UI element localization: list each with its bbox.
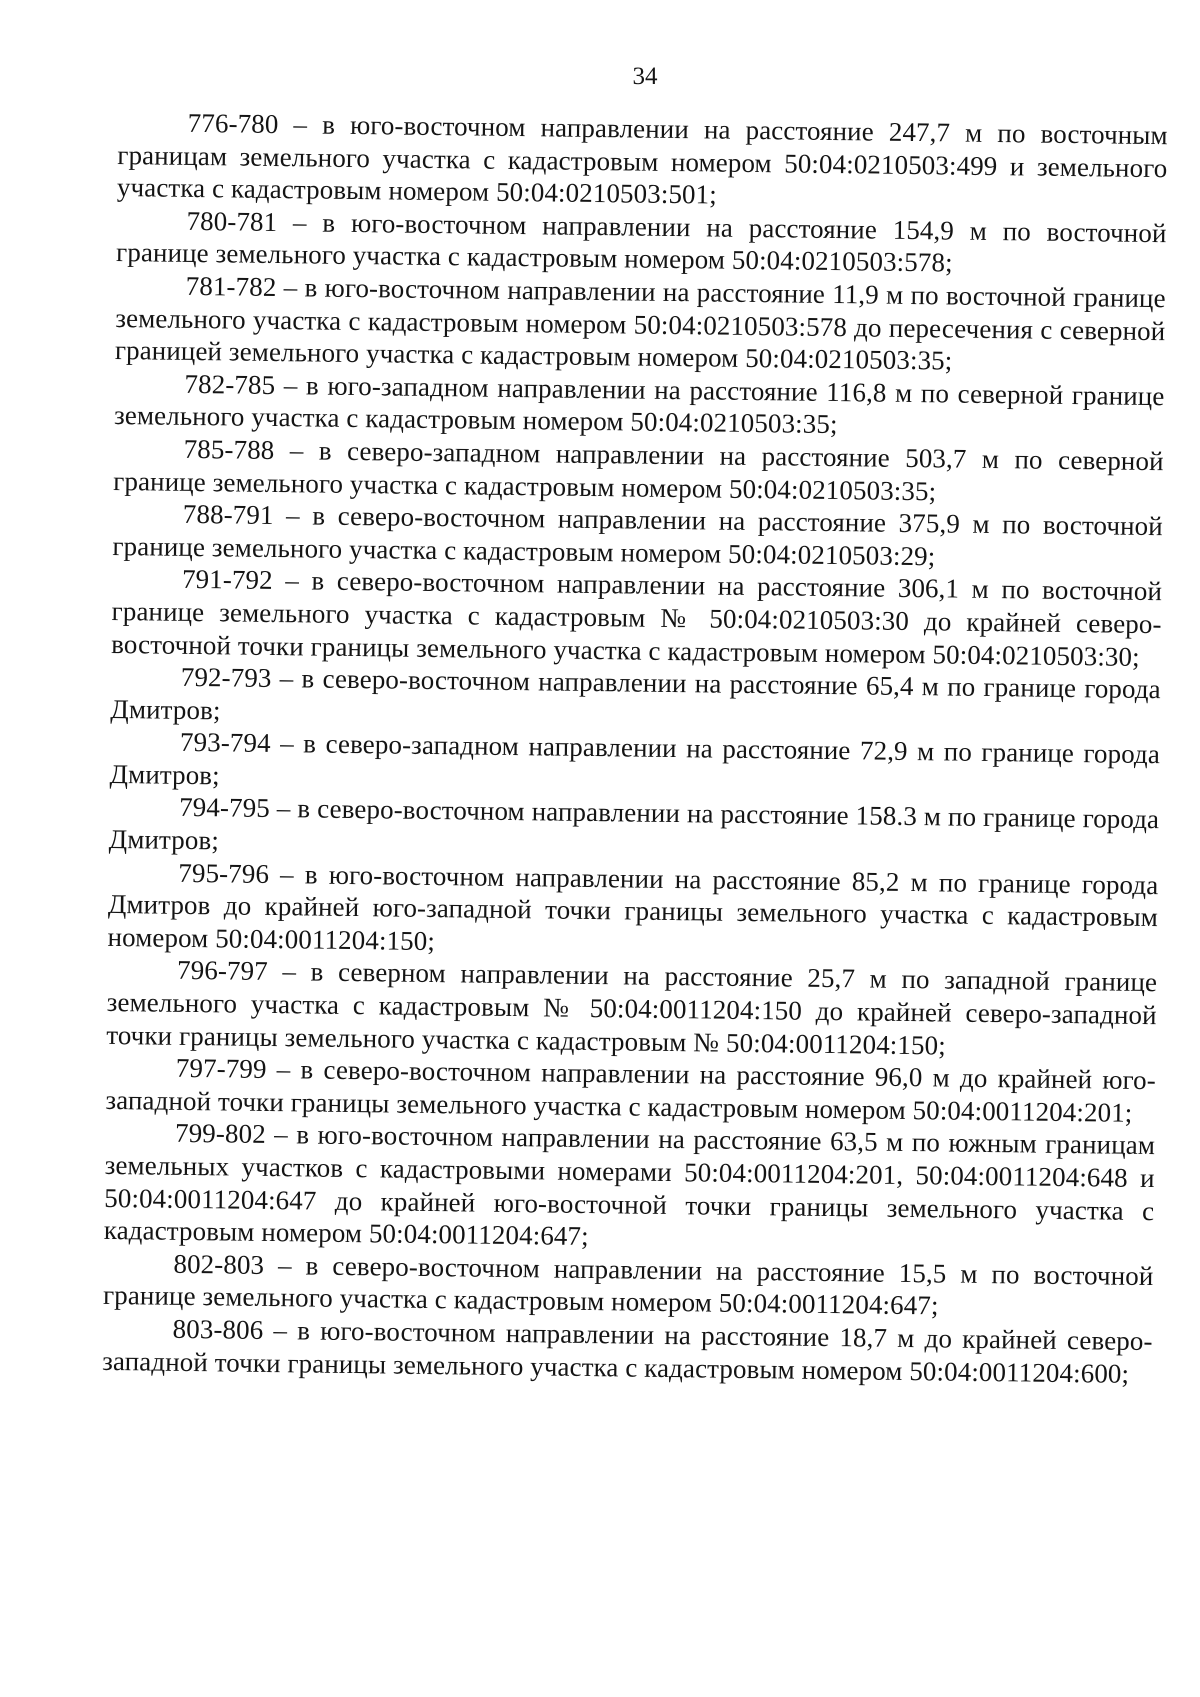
paragraph-793-794: 793-794 – в северо-западном направлении на расстояние 72,9 м по границе города Дмитров; [109, 727, 1161, 791]
paragraph-797-799: 797-799 – в северо-восточном направлении на расстояние 96,0 м до крайней юго-западной точки границы земельного участка с кадастровым номером 50:04:0011204:201; [105, 1053, 1157, 1128]
paragraph-799-802: 799-802 – в юго-восточном направлении на расстояние 63,5 м по южным границам земельных участков с кадастровыми номерами 50:04:0011204:201, 50:04:0011204:648 и 50:04:0011204:647 до крайней юго-восточной точки границы земельного участка с кадастровым номером 50:04:0011204:647; [103, 1118, 1156, 1252]
paragraph-803-806: 803-806 – в юго-восточном направлении на расстояние 18,7 м до крайней северо-западной точки границы земельного участка с кадастровым номером 50:04:0011204:600; [102, 1313, 1153, 1389]
paragraph-782-785: 782-785 – в юго-западном направлении на расстояние 116,8 м по северной границе земельного участка с кадастровым номером 50:04:0210503:35; [113, 368, 1165, 440]
document-body [102, 106, 1168, 1390]
paragraph-780-781: 780-781 – в юго-восточном направлении на расстояние 154,9 м по восточной границе земельного участка с кадастровым номером 50:04:0210503:578; [115, 205, 1167, 278]
paragraph-785-788: 785-788 – в северо-западном направлении на расстояние 503,7 м по северной границе земельного участка с кадастровым номером 50:04:0210503:35; [113, 433, 1164, 506]
paragraph-795-796: 795-796 – в юго-восточном направлении на расстояние 85,2 м по границе города Дмитров до крайней юго-западной точки границы земельного участка с кадастровым номером 50:04:0011204:150; [107, 857, 1159, 956]
page-number: 34 [632, 63, 658, 90]
paragraph-796-797: 796-797 – в северном направлении на расстояние 25,7 м по западной границе земельного участка с кадастровым № 50:04:0011204:150 до крайней северо-западной точки границы земельного участка с кадастровым № 50:04:0011204:150; [106, 955, 1158, 1061]
paragraph-788-791: 788-791 – в северо-восточном направлении на расстояние 375,9 м по восточной границе земельного участка с кадастровым номером 50:04:0210503:29; [112, 498, 1163, 572]
paragraph-776-780: 776-780 – в юго-восточном направлении на расстояние 247,7 м по восточным границам земельного участка с кадастровым номером 50:04:0210503:499 и земельного участка с кадастровым номером 50:04:0210503:501; [116, 107, 1168, 210]
paragraph-791-792: 791-792 – в северо-восточном направлении на расстояние 306,1 м по восточной границе земельного участка с кадастровым № 50:04:0210503:30 до крайней северо-восточной точки границы земельного участка с кадастровым номером 50:04:0210503:30; [111, 564, 1163, 672]
paragraph-781-782: 781-782 – в юго-восточном направлении на расстояние 11,9 м по восточной границе земельного участка с кадастровым номером 50:04:0210503:578 до пересечения с северной границей земельного участка с кадастровым номером 50:04:0210503:35; [114, 270, 1166, 376]
paragraph-802-803: 802-803 – в северо-восточном направлении на расстояние 15,5 м по восточной границе земельного участка с кадастровым номером 50:04:0011204:647; [102, 1248, 1154, 1321]
paragraph-792-793: 792-793 – в северо-восточном направлении на расстояние 65,4 м по границе города Дмитров; [110, 661, 1161, 726]
paragraph-794-795: 794-795 – в северо-восточном направлении на расстояние 158.3 м по границе города Дмитров; [108, 792, 1160, 856]
